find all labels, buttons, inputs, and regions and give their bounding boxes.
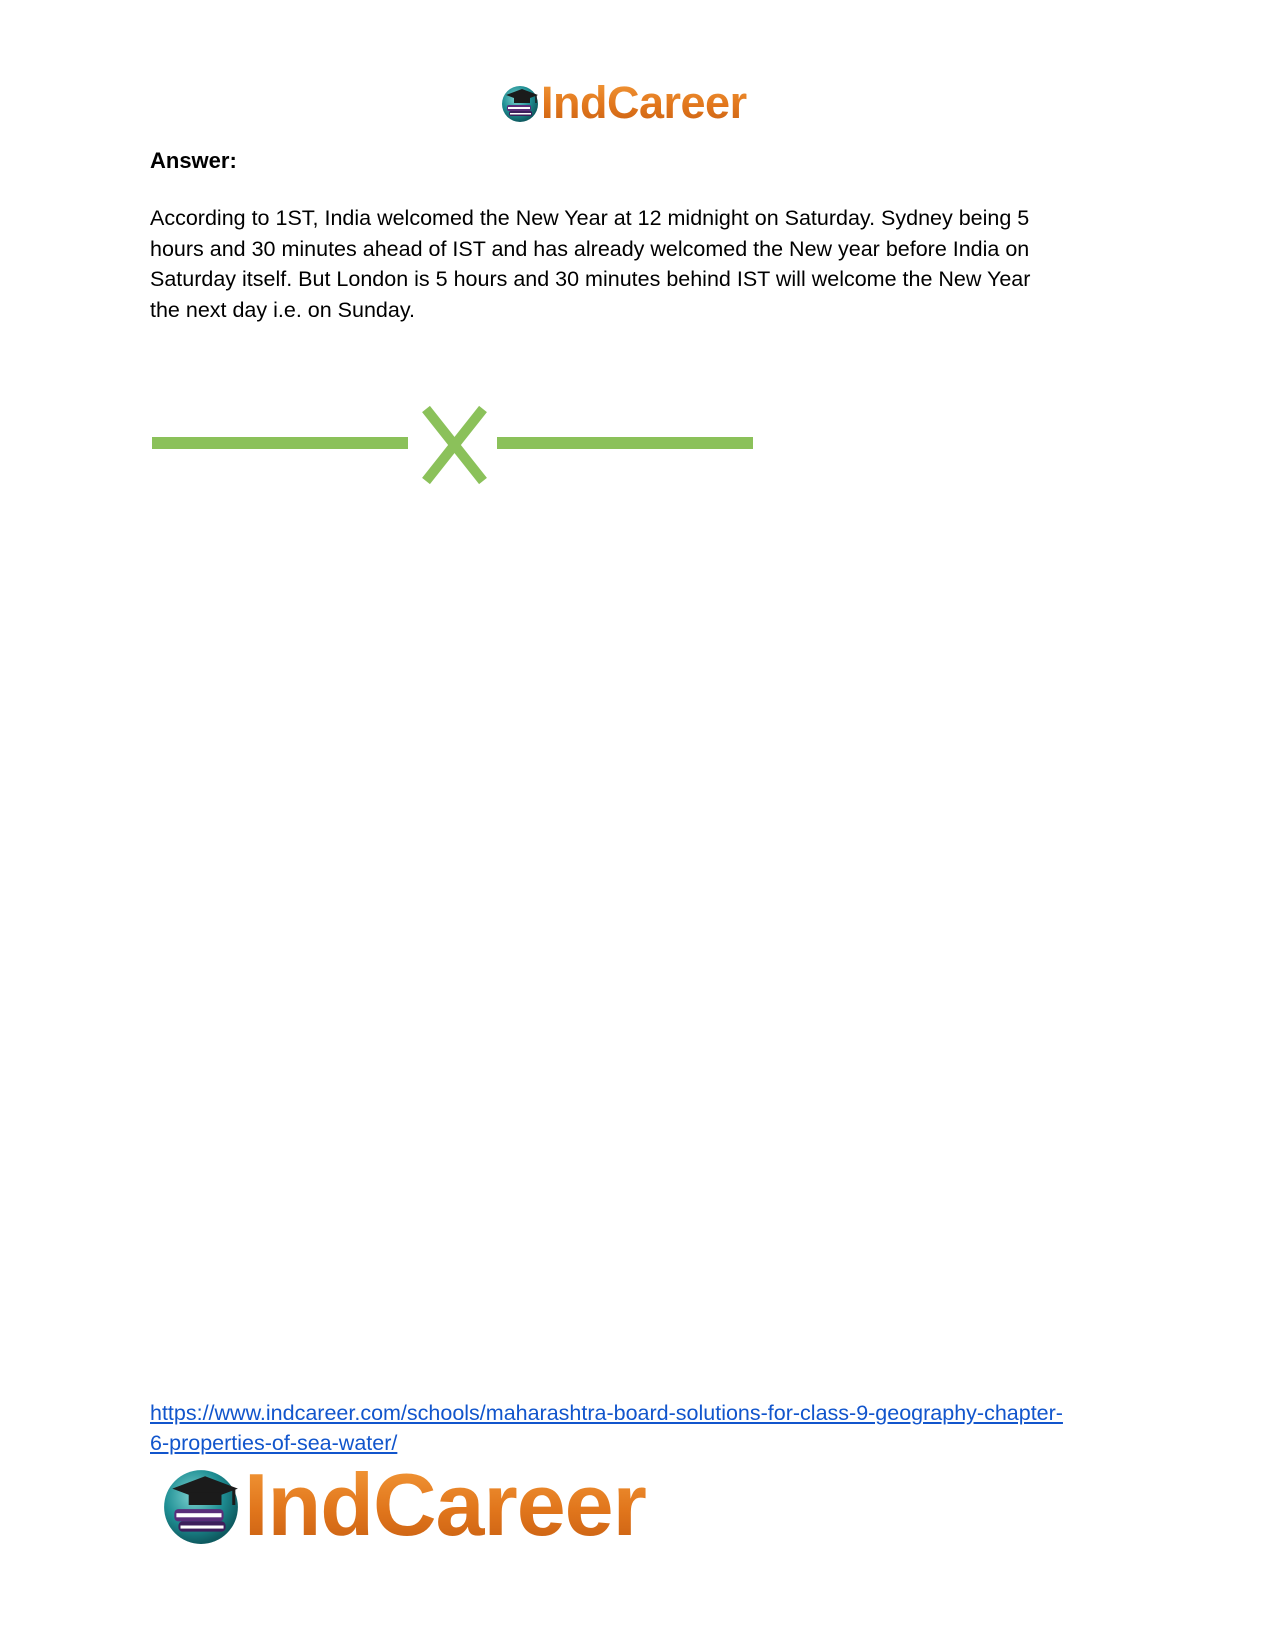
source-link-line[interactable]: 6-properties-of-sea-water/ (150, 1431, 398, 1455)
answer-line: the next day i.e. on Sunday. (150, 297, 415, 322)
answer-line: hours and 30 minutes ahead of IST and has already welcomed the New year before India on (150, 236, 1030, 261)
x-divider-icon (150, 405, 755, 485)
footer-logo-text: IndCareer (244, 1455, 646, 1554)
answer-line: According to 1ST, India welcomed the New Year at 12 midnight on Saturday. Sydney being 5 (150, 206, 1030, 230)
header-logo (500, 78, 747, 128)
source-link[interactable] (150, 1398, 1063, 1458)
graduation-cap-books-icon (500, 83, 540, 123)
answer-line: Saturday itself. But London is 5 hours and 30 minutes behind IST will welcome the New Year (150, 267, 1031, 291)
header-logo-text: IndCareer (541, 77, 747, 128)
footer-logo (160, 1455, 646, 1554)
graduation-cap-books-icon (160, 1464, 242, 1546)
source-link-line[interactable]: https://www.indcareer.com/schools/maharashtra-board-solutions-for-class-9-geography-chapter- (150, 1401, 1063, 1425)
answer-heading: Answer: (150, 148, 237, 173)
answer-paragraph (150, 203, 1150, 325)
